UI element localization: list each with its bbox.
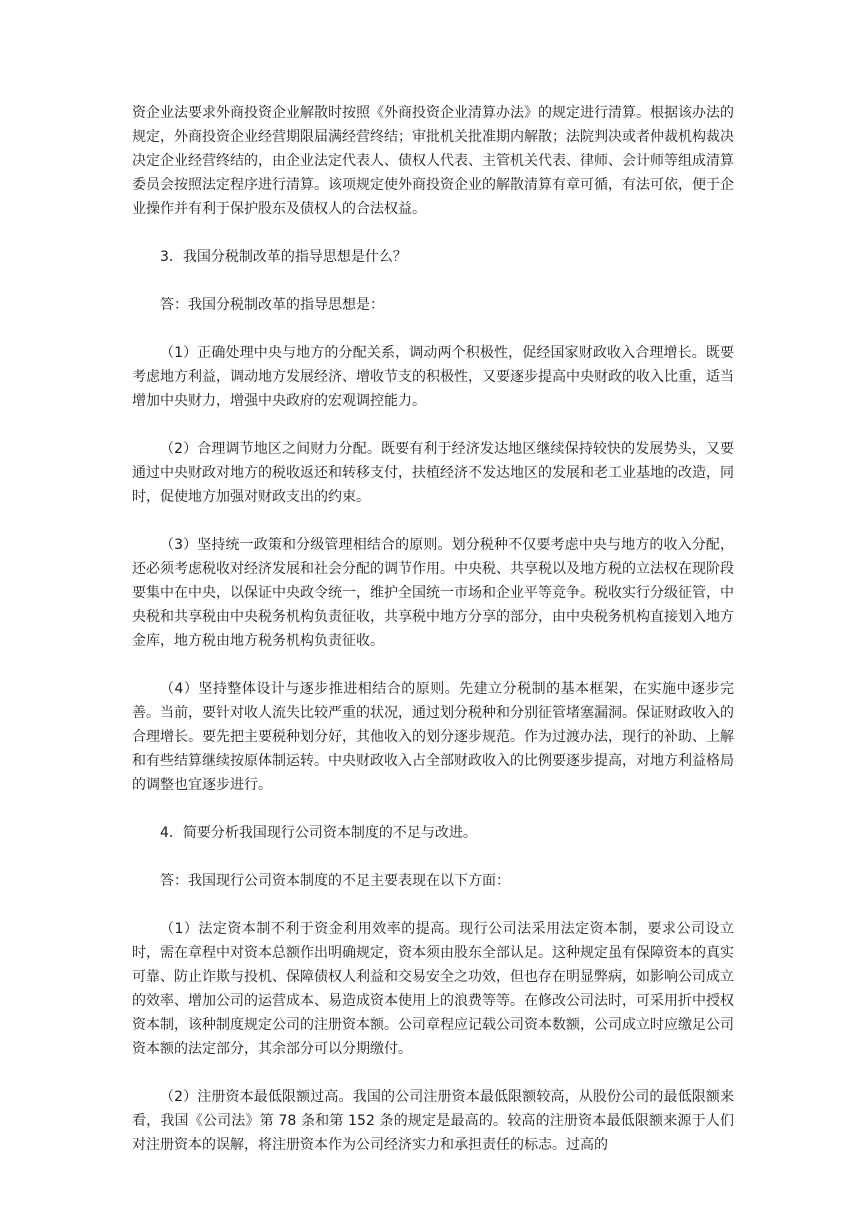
paragraph-clearing-rules: 资企业法要求外商投资企业解散时按照《外商投资企业清算办法》的规定进行清算。根据该办法的规定，外商投资企业经营期限届满经营终结；审批机关批准期内解散；法院判决或者仲裁机构裁决决定企业经营终结的，由企业法定代表人、债权人代表、主管机关代表、律师、会计师等组成清算委员会按照法定程序进行清算。该项规定使外商投资企业的解散清算有章可循，有法可依，便于企业操作并有利于保护股东及债权人的合法权益。 bbox=[132, 105, 734, 217]
answer-3-point-3: （3）坚持统一政策和分级管理相结合的原则。划分税种不仅要考虑中央与地方的收入分配，还必须考虑税收对经济发展和社会分配的调节作用。中央税、共享税以及地方税的立法权在现阶段要集中在中央，以保证中央政令统一，维护全国统一市场和企业平等竞争。税收实行分级征管，中央税和共享税由中央税务机构负责征收，共享税中地方分享的部分，由中央税务机构直接划入地方金库，地方税由地方税务机构负责征收。 bbox=[132, 537, 734, 649]
document-body bbox=[132, 101, 734, 1181]
question-3-heading: 3．我国分税制改革的指导思想是什么？ bbox=[160, 249, 407, 265]
answer-3-point-4: （4）坚持整体设计与逐步推进相结合的原则。先建立分税制的基本框架，在实施中逐步完善。当前，要针对收人流失比较严重的状况，通过划分税种和分别征管堵塞漏洞。保证财政收入的合理增长。要先把主要税种划分好，其他收入的划分逐步规范。作为过渡办法，现行的补助、上解和有些结算继续按原体制运转。中央财政收入占全部财政收入的比例要逐步提高，对地方利益格局的调整也宜逐步进行。 bbox=[132, 681, 734, 793]
answer-3-point-2: （2）合理调节地区之间财力分配。既要有利于经济发达地区继续保持较快的发展势头，又要通过中央财政对地方的税收返还和转移支付，扶植经济不发达地区的发展和老工业基地的改造，同时，促使地方加强对财政支出的约束。 bbox=[132, 441, 734, 505]
answer-3-point-1: （1）正确处理中央与地方的分配关系，调动两个积极性，促经国家财政收入合理增长。既要考虑地方利益，调动地方发展经济、增收节支的积极性，又要逐步提高中央财政的收入比重，适当增加中央财力，增强中央政府的宏观调控能力。 bbox=[132, 345, 734, 409]
answer-4-point-2: （2）注册资本最低限额过高。我国的公司注册资本最低限额较高，从股份公司的最低限额来看，我国《公司法》第 78 条和第 152 条的规定是最高的。较高的注册资本最低限额来源于人们对注册资本的误解，将注册资本作为公司经济实力和承担责任的标志。过高的 bbox=[132, 1089, 734, 1153]
question-4-heading: 4．简要分析我国现行公司资本制度的不足与改进。 bbox=[160, 825, 477, 841]
answer-4-point-1: （1）法定资本制不利于资金利用效率的提高。现行公司法采用法定资本制，要求公司设立时，需在章程中对资本总额作出明确规定，资本须由股东全部认足。这种规定虽有保障资本的真实可靠、防止诈欺与投机、保障债权人利益和交易安全之功效，但也存在明显弊病，如影响公司成立的效率、增加公司的运营成本、易造成资本使用上的浪费等等。在修改公司法时，可采用折中授权资本制，该种制度规定公司的注册资本额。公司章程应记载公司资本数额，公司成立时应缴足公司资本额的法定部分，其余部分可以分期缴付。 bbox=[132, 921, 734, 1057]
answer-4-intro: 答：我国现行公司资本制度的不足主要表现在以下方面： bbox=[160, 873, 510, 889]
answer-3-intro: 答：我国分税制改革的指导思想是： bbox=[160, 297, 384, 313]
